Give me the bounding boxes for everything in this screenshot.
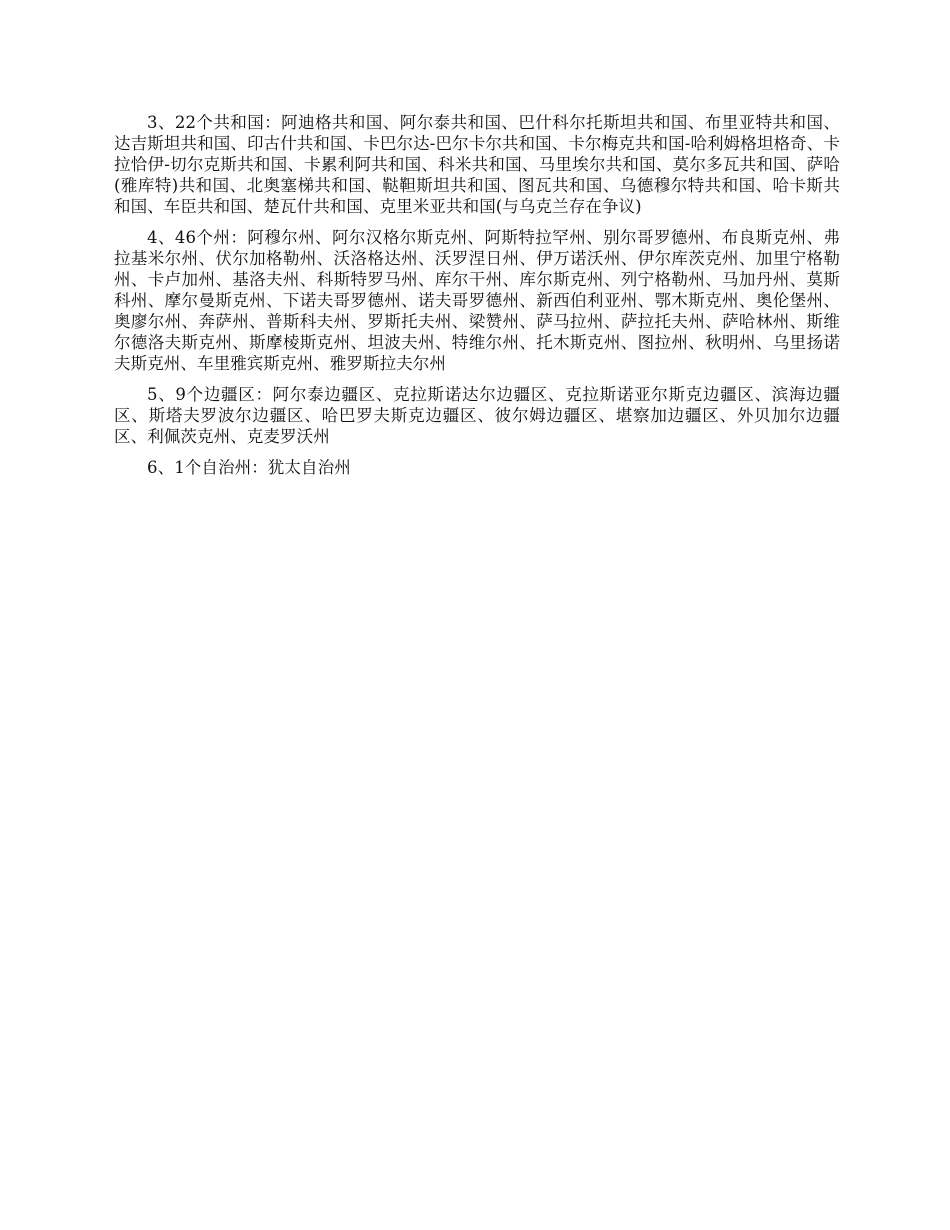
paragraph-autonomous-oblast: 6、1个自治州：犹太自治州 bbox=[147, 458, 351, 477]
paragraph-krais: 5、9个边疆区：阿尔泰边疆区、克拉斯诺达尔边疆区、克拉斯诺亚尔斯克边疆区、滨海边疆区、斯塔夫罗波尔边疆区、哈巴罗夫斯克边疆区、彼尔姆边疆区、堪察加边疆区、外贝加尔边疆区、利佩茨克州、克麦罗沃州 bbox=[114, 385, 840, 446]
document-body bbox=[114, 112, 840, 488]
paragraph-republics: 3、22个共和国：阿迪格共和国、阿尔泰共和国、巴什科尔托斯坦共和国、布里亚特共和国、达吉斯坦共和国、印古什共和国、卡巴尔达-巴尔卡尔共和国、卡尔梅克共和国-哈利姆格坦格奇、卡拉恰伊-切尔克斯共和国、卡累利阿共和国、科米共和国、马里埃尔共和国、莫尔多瓦共和国、萨哈(雅库特)共和国、北奥塞梯共和国、鞑靼斯坦共和国、图瓦共和国、乌德穆尔特共和国、哈卡斯共和国、车臣共和国、楚瓦什共和国、克里米亚共和国(与乌克兰存在争议) bbox=[114, 113, 840, 216]
paragraph-oblasts: 4、46个州：阿穆尔州、阿尔汉格尔斯克州、阿斯特拉罕州、别尔哥罗德州、布良斯克州、弗拉基米尔州、伏尔加格勒州、沃洛格达州、沃罗涅日州、伊万诺沃州、伊尔库茨克州、加里宁格勒州、卡卢加州、基洛夫州、科斯特罗马州、库尔干州、库尔斯克州、列宁格勒州、马加丹州、莫斯科州、摩尔曼斯克州、下诺夫哥罗德州、诺夫哥罗德州、新西伯利亚州、鄂木斯克州、奥伦堡州、奥廖尔州、奔萨州、普斯科夫州、罗斯托夫州、梁赞州、萨马拉州、萨拉托夫州、萨哈林州、斯维尔德洛夫斯克州、斯摩棱斯克州、坦波夫州、特维尔州、托木斯克州、图拉州、秋明州、乌里扬诺夫斯克州、车里雅宾斯克州、雅罗斯拉夫尔州 bbox=[114, 228, 840, 373]
